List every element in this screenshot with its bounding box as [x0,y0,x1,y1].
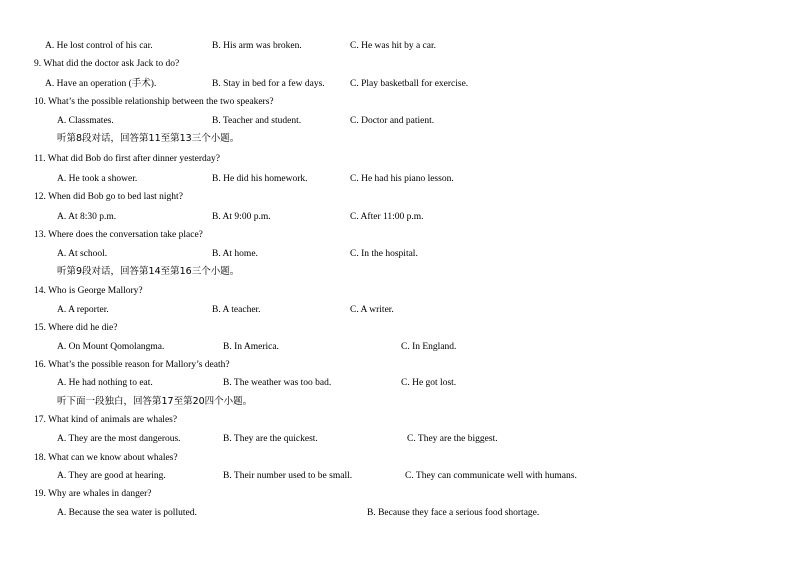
q9-option-b: B. Stay in bed for a few days. [212,79,325,89]
q17-option-b: B. They are the quickest. [223,434,318,444]
q19-option-a: A. Because the sea water is polluted. [57,508,197,518]
question-19: 19. Why are whales in danger? [34,489,152,499]
q17-option-c: C. They are the biggest. [407,434,498,444]
q18-option-c: C. They can communicate well with humans. [405,471,577,481]
q14-option-c: C. A writer. [350,305,394,315]
q8-option-a: A. He lost control of his car. [45,41,153,51]
q13-option-a: A. At school. [57,249,108,259]
section-instruction-10: 听下面一段独白，回答第17至第20四个小题。 [57,396,253,407]
question-10: 10. What’s the possible relationship between the two speakers? [34,97,274,107]
question-9: 9. What did the doctor ask Jack to do? [34,59,180,69]
question-17: 17. What kind of animals are whales? [34,415,178,425]
question-16: 16. What’s the possible reason for Mallory’s death? [34,360,230,370]
q16-option-c: C. He got lost. [401,378,457,388]
q12-option-c: C. After 11:00 p.m. [350,212,424,222]
q10-option-b: B. Teacher and student. [212,116,302,126]
section-instruction-8: 听第8段对话，回答第11至第13三个小题。 [57,133,240,144]
q13-option-b: B. At home. [212,249,258,259]
q14-option-b: B. A teacher. [212,305,261,315]
q16-option-a: A. He had nothing to eat. [57,378,153,388]
q12-option-a: A. At 8:30 p.m. [57,212,117,222]
question-11: 11. What did Bob do first after dinner yesterday? [34,154,220,164]
q9-option-a: A. Have an operation (手术). [45,79,157,89]
question-13: 13. Where does the conversation take place? [34,230,203,240]
q10-option-c: C. Doctor and patient. [350,116,435,126]
q13-option-c: C. In the hospital. [350,249,418,259]
question-14: 14. Who is George Mallory? [34,286,143,296]
q16-option-b: B. The weather was too bad. [223,378,332,388]
q11-option-b: B. He did his homework. [212,174,308,184]
q8-option-c: C. He was hit by a car. [350,41,437,51]
q8-option-b: B. His arm was broken. [212,41,302,51]
q11-option-c: C. He had his piano lesson. [350,174,454,184]
question-18: 18. What can we know about whales? [34,453,178,463]
q11-option-a: A. He took a shower. [57,174,138,184]
question-12: 12. When did Bob go to bed last night? [34,192,183,202]
q17-option-a: A. They are the most dangerous. [57,434,181,444]
q18-option-a: A. They are good at hearing. [57,471,166,481]
q15-option-b: B. In America. [223,342,279,352]
q18-option-b: B. Their number used to be small. [223,471,353,481]
question-15: 15. Where did he die? [34,323,118,333]
section-instruction-9: 听第9段对话，回答第14至第16三个小题。 [57,266,240,277]
q10-option-a: A. Classmates. [57,116,114,126]
q14-option-a: A. A reporter. [57,305,109,315]
q19-option-b: B. Because they face a serious food shortage. [367,508,540,518]
q9-option-c: C. Play basketball for exercise. [350,79,469,89]
q12-option-b: B. At 9:00 p.m. [212,212,271,222]
q15-option-c: C. In England. [401,342,457,352]
q15-option-a: A. On Mount Qomolangma. [57,342,165,352]
